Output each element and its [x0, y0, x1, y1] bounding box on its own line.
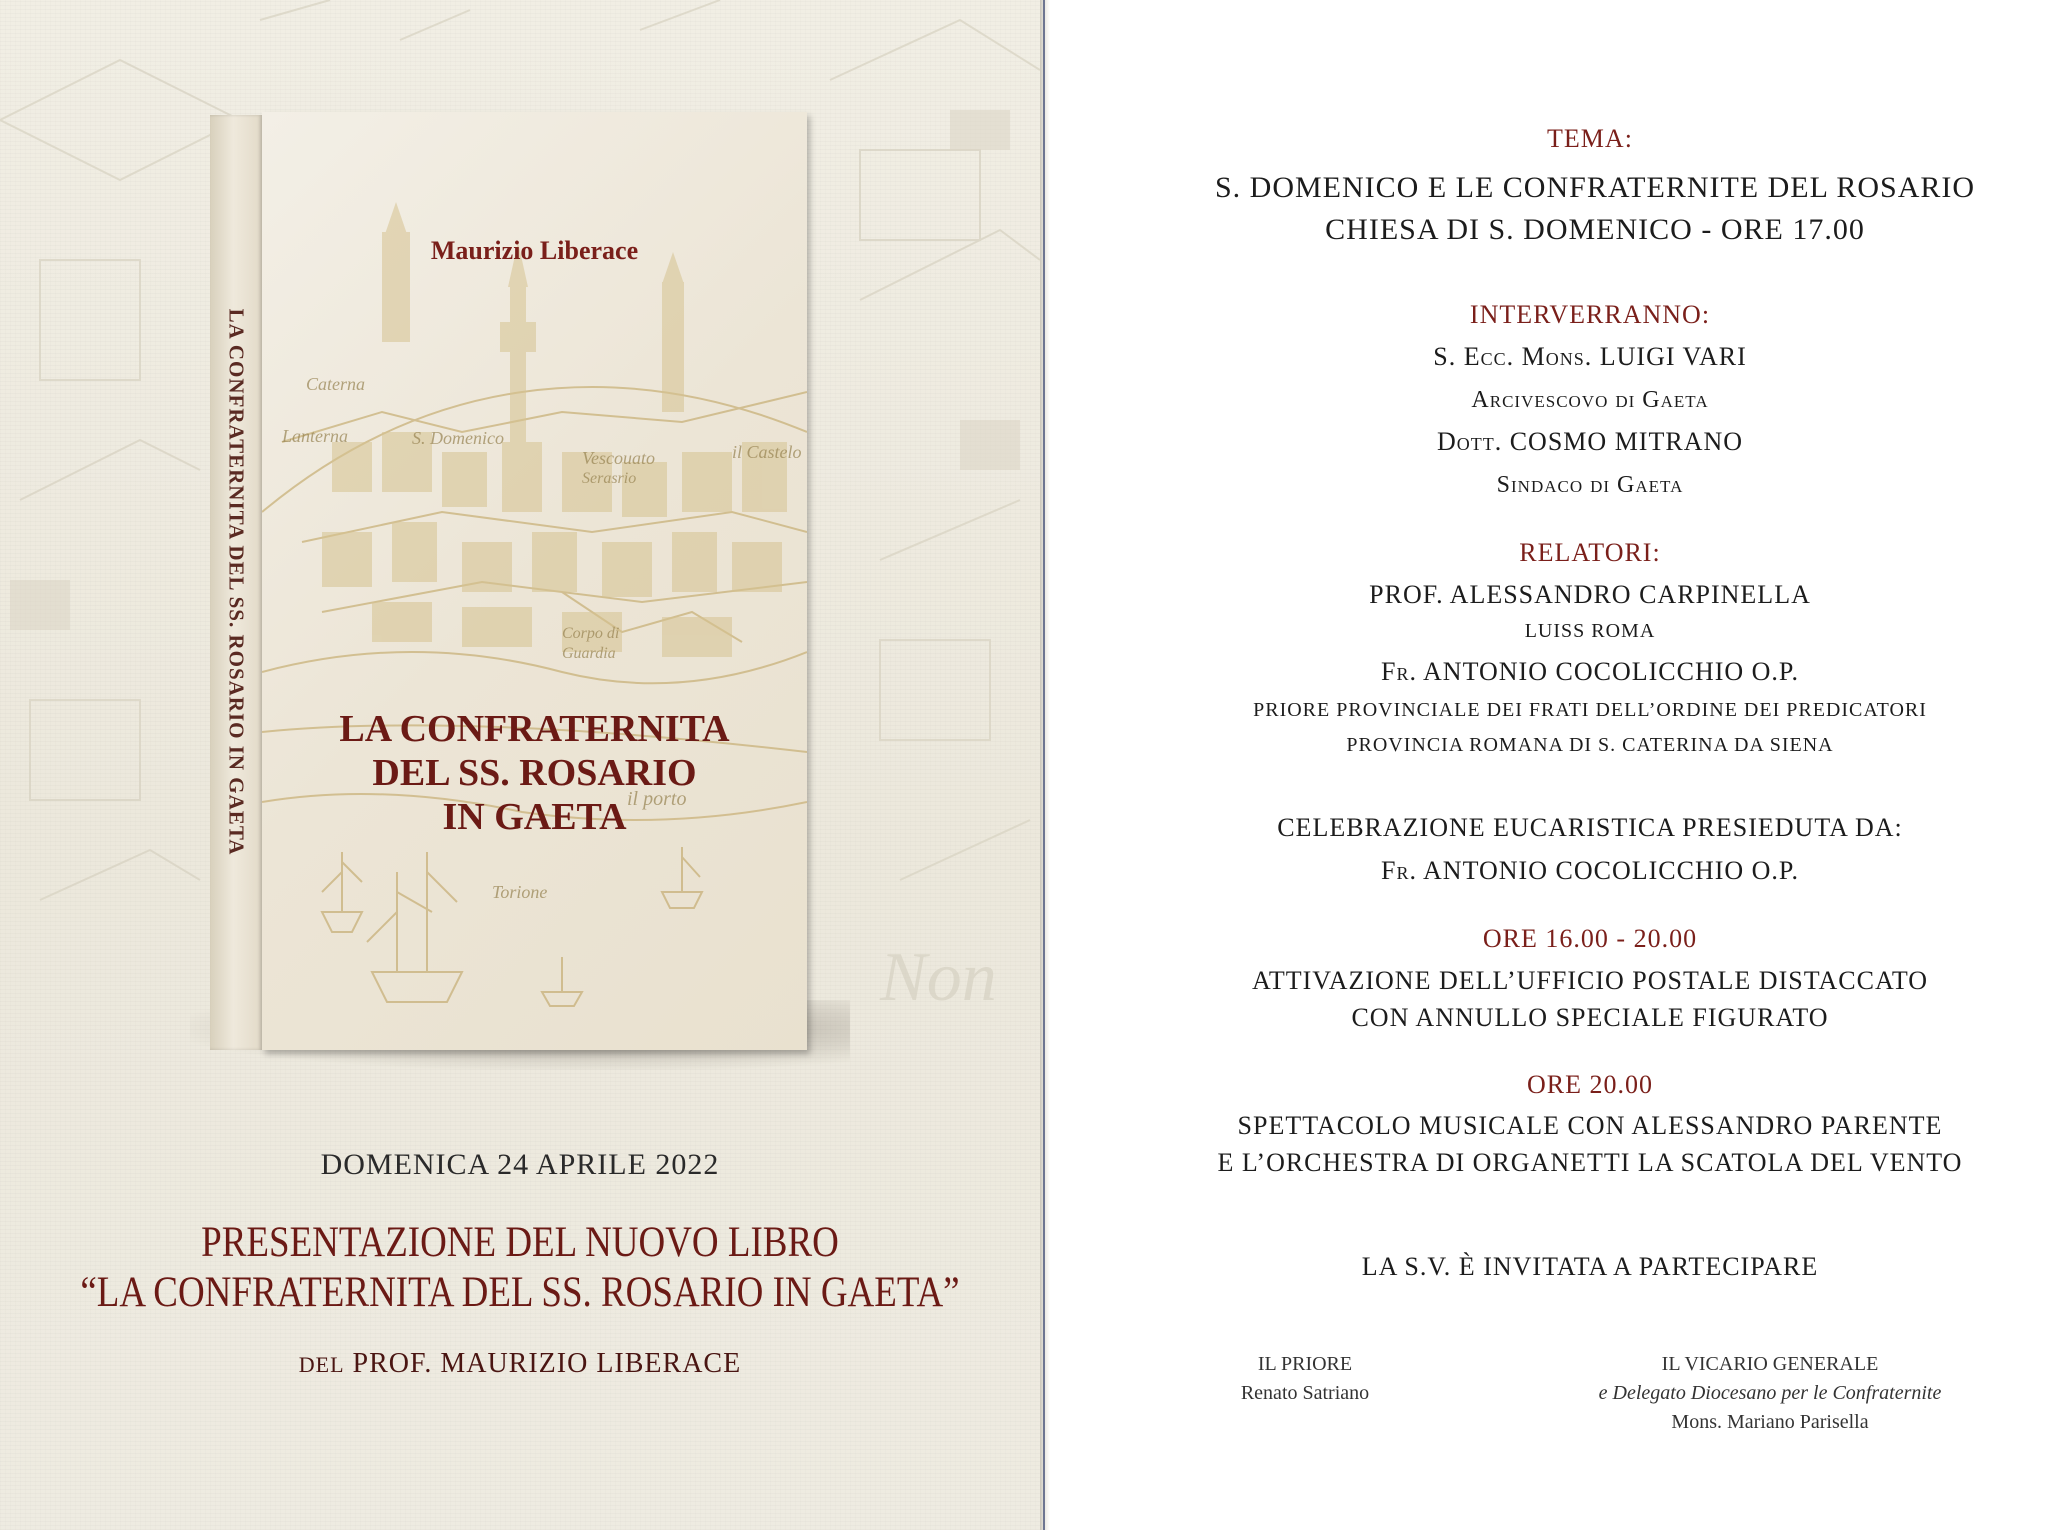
- signature-name: Renato Satriano: [1240, 1382, 1370, 1404]
- author-name: MAURIZIO LIBERACE: [440, 1348, 742, 1379]
- signature-subrole: e Delegato Diocesano per le Confraternite: [1598, 1382, 1942, 1404]
- author-title: PROF.: [352, 1348, 433, 1379]
- signature-role: IL VICARIO GENERALE: [1661, 1353, 1879, 1375]
- speaker-2: [1050, 427, 2048, 457]
- celebrante-title: Fr.: [1380, 856, 1417, 885]
- author-prefix: DEL: [298, 1352, 345, 1377]
- relatore-name: ANTONIO COCOLICCHIO O.P.: [1423, 657, 1800, 686]
- speaker-1-role: Arcivescovo di Gaeta: [1471, 387, 1709, 413]
- invitation-text: LA S.V. È INVITATA A PARTECIPARE: [1361, 1252, 1819, 1281]
- speaker-1: [1050, 342, 2048, 372]
- event-2-line: E L’ORCHESTRA DI ORGANETTI LA SCATOLA DEL VENTO: [1217, 1148, 1963, 1177]
- event-1-line: CON ANNULLO SPECIALE FIGURATO: [1351, 1003, 1829, 1032]
- signature-priore: [1170, 1350, 1440, 1408]
- event-2-line: SPETTACOLO MUSICALE CON ALESSANDRO PARENTE: [1237, 1111, 1943, 1140]
- presentation-title: [73, 1218, 967, 1318]
- map-label: Lanterna: [282, 426, 349, 446]
- relatore-2: [1050, 657, 2048, 687]
- event-1-line: ATTIVAZIONE DELL’UFFICIO POSTALE DISTACCATO: [1251, 966, 1929, 995]
- book-title-line: IN GAETA: [442, 796, 627, 838]
- map-label: il porto: [627, 788, 687, 810]
- celebrante: [1050, 856, 2048, 886]
- relatore-1-role: LUISS ROMA: [1524, 620, 1656, 642]
- map-label: Torione: [492, 882, 548, 902]
- relatore-2-role: PRIORE PROVINCIALE DEI FRATI DELL’ORDINE DEI PREDICATORI: [1253, 699, 1927, 721]
- map-label: il Castelo: [732, 442, 802, 462]
- speaker-name: LUIGI VARI: [1599, 342, 1747, 371]
- interverranno-label: INTERVERRANNO:: [1469, 300, 1711, 329]
- signature-vicario: [1520, 1350, 2020, 1437]
- fold-line: [1043, 0, 1045, 1530]
- book-cover-title: [302, 707, 767, 839]
- event-2-time: ORE 20.00: [1527, 1070, 1653, 1099]
- event-1-time: ORE 16.00 - 20.00: [1482, 924, 1698, 953]
- speaker-2-role: Sindaco di Gaeta: [1496, 472, 1684, 498]
- celebrante-name: ANTONIO COCOLICCHIO O.P.: [1423, 856, 1800, 885]
- presentation-line: “LA CONFRATERNITA DEL SS. ROSARIO IN GAETA”: [80, 1269, 960, 1316]
- book-cover-author: Maurizio Liberace: [430, 236, 639, 265]
- book-title-line: LA CONFRATERNITA: [339, 708, 730, 750]
- speaker-title: Dott.: [1436, 427, 1503, 456]
- tema-title: S. DOMENICO E LE CONFRATERNITE DEL ROSARIO: [1214, 171, 1976, 204]
- speaker-title: S. Ecc. Mons.: [1433, 342, 1593, 371]
- presentation-line: PRESENTAZIONE DEL NUOVO LIBRO: [201, 1219, 839, 1266]
- signature-name: Mons. Mariano Parisella: [1671, 1411, 1869, 1433]
- presentation-author: [0, 1348, 1040, 1380]
- book-cover: [262, 112, 807, 1050]
- map-label: Vescouato: [582, 448, 655, 468]
- tema-location: CHIESA DI S. DOMENICO - ORE 17.00: [1325, 213, 1865, 246]
- speaker-name: COSMO MITRANO: [1509, 427, 1744, 456]
- relatore-title: Fr.: [1380, 657, 1417, 686]
- signature-role: IL PRIORE: [1257, 1353, 1353, 1375]
- relatori-label: RELATORI:: [1519, 538, 1661, 567]
- svg-text:Non: Non: [880, 939, 997, 1016]
- celebrazione-label: CELEBRAZIONE EUCARISTICA PRESIEDUTA DA:: [1277, 813, 1903, 842]
- relatore-1: PROF. ALESSANDRO CARPINELLA: [1369, 580, 1811, 609]
- relatore-2-role: PROVINCIA ROMANA DI S. CATERINA DA SIENA: [1346, 734, 1834, 756]
- page-fold: [1040, 0, 1050, 1530]
- map-label: Caterna: [306, 374, 366, 394]
- event-date: DOMENICA 24 APRILE 2022: [320, 1148, 720, 1181]
- map-label: Corpo di Guardia: [562, 625, 620, 662]
- tema-label: TEMA:: [1547, 124, 1633, 153]
- map-label: S. Domenico: [412, 428, 504, 448]
- book-title-line: DEL SS. ROSARIO: [372, 752, 697, 794]
- book-spine-title: LA CONFRATERNITA DEL SS. ROSARIO IN GAETA: [224, 308, 249, 856]
- map-label: Serasrio: [582, 470, 637, 487]
